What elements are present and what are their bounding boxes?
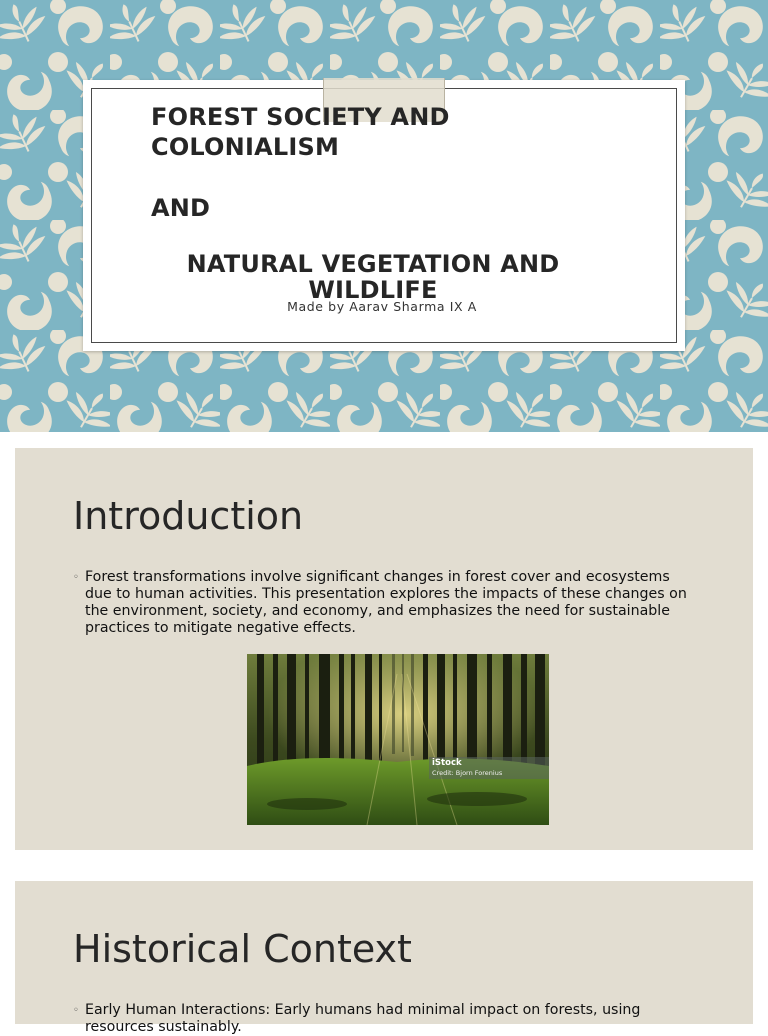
bullet-marker-icon: ◦ bbox=[73, 1005, 79, 1016]
title-line-3: NATURAL VEGETATION AND WILDLIFE bbox=[186, 250, 560, 304]
subtitle-author: Made by Aarav Sharma IX A bbox=[287, 299, 477, 314]
bullet-item bbox=[73, 1002, 695, 1036]
title-slide bbox=[0, 0, 768, 432]
bullet-item bbox=[73, 569, 695, 637]
introduction-slide bbox=[15, 448, 753, 850]
title-card bbox=[83, 80, 685, 351]
slide-heading-introduction: Introduction bbox=[73, 494, 304, 538]
slide-heading-historical-context: Historical Context bbox=[73, 927, 412, 971]
title-line-2: AND bbox=[151, 194, 211, 222]
watermark-brand: iStock bbox=[432, 758, 462, 768]
image-watermark bbox=[429, 757, 549, 779]
forest-photo bbox=[247, 654, 549, 825]
watermark-credit: Credit: Bjorn Forenius bbox=[432, 769, 503, 777]
bullet-text: Forest transformations involve significant changes in forest cover and ecosystems due to human activities. This presentation explores the impacts of these changes on the environment, society, and economy, and emphasizes the need for sustainable practices to mitigate negative effects. bbox=[85, 569, 687, 636]
historical-context-slide bbox=[15, 881, 753, 1035]
bullet-text: Early Human Interactions: Early humans had minimal impact on forests, using resources sustainably. bbox=[85, 1002, 641, 1035]
bullet-marker-icon: ◦ bbox=[73, 572, 79, 583]
title-line-1: FOREST SOCIETY AND COLONIALISM bbox=[151, 103, 450, 161]
